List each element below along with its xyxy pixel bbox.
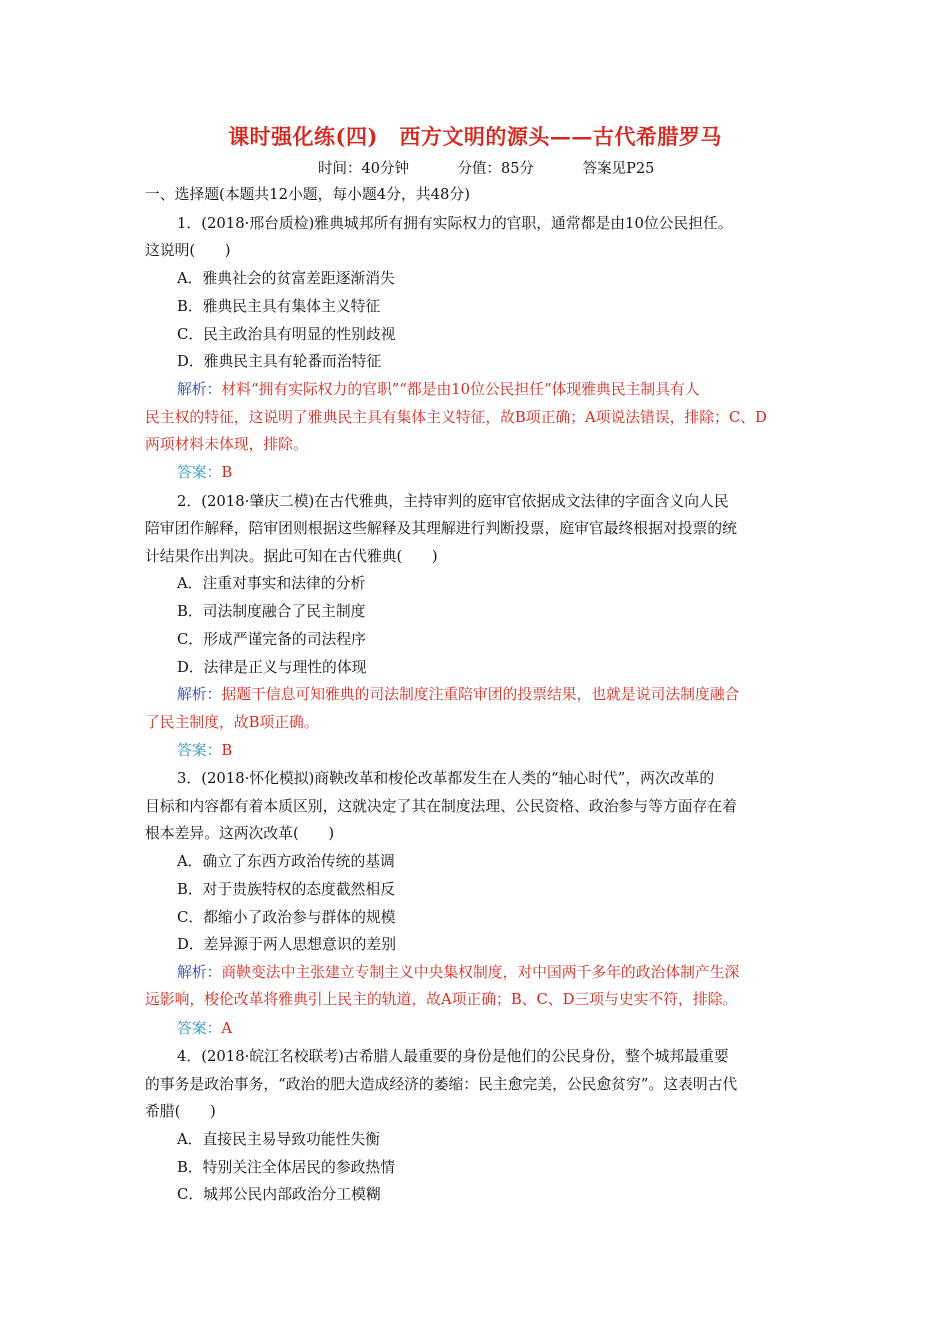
question-stem: 目标和内容都有着本质区别，这就决定了其在制度法理、公民资格、政治参与等方面存在着 xyxy=(145,798,737,815)
answer-line: 答案：B xyxy=(177,742,233,759)
option: B．司法制度融合了民主制度 xyxy=(177,603,366,620)
question-stem: 根本差异。这两次改革( ) xyxy=(145,825,335,842)
answer-label: 答案： xyxy=(177,464,222,481)
page-title: 课时强化练(四) 西方文明的源头——古代希腊罗马 xyxy=(228,124,722,149)
analysis-text: 解析：据题干信息可知雅典的司法制度注重陪审团的投票结果，也就是说司法制度融合 xyxy=(177,686,740,703)
section-heading: 一、选择题(本题共12小题，每小题4分，共48分) xyxy=(145,186,470,203)
answer-line: 答案：B xyxy=(177,464,233,481)
question-stem: 4．(2018·皖江名校联考)古希腊人最重要的身份是他们的公民身份，整个城邦最重要 xyxy=(177,1048,729,1065)
question-stem: 计结果作出判决。据此可知在古代雅典( ) xyxy=(145,548,438,565)
analysis-text: 两项材料未体现，排除。 xyxy=(145,436,308,453)
option: D．雅典民主具有轮番而治特征 xyxy=(177,353,382,370)
option: A．雅典社会的贫富差距逐渐消失 xyxy=(177,270,395,287)
question-stem: 希腊( ) xyxy=(145,1103,216,1120)
question-stem: 1．(2018·邢台质检)雅典城邦所有拥有实际权力的官职，通常都是由10位公民担任。 xyxy=(177,215,733,232)
answer-label: 答案： xyxy=(177,1020,222,1037)
time-info: 时间：40分钟 xyxy=(318,161,409,177)
analysis-text: 民主权的特征，这说明了雅典民主具有集体主义特征，故B项正确；A项说法错误，排除；C、D xyxy=(145,409,767,426)
exam-meta xyxy=(318,157,654,178)
question-stem: 3．(2018·怀化模拟)商鞅改革和梭伦改革都发生在人类的“轴心时代”，两次改革的 xyxy=(177,770,715,787)
option: A．确立了东西方政治传统的基调 xyxy=(177,853,395,870)
option: A．直接民主易导致功能性失衡 xyxy=(177,1131,381,1148)
question-stem: 的事务是政治事务，“政治的肥大造成经济的萎缩：民主愈完美，公民愈贫穷”。这表明古代 xyxy=(145,1076,738,1093)
analysis-text: 远影响，梭伦改革将雅典引上民主的轨道，故A项正确；B、C、D三项与史实不符，排除。 xyxy=(145,991,738,1008)
option: C．城邦公民内部政治分工模糊 xyxy=(177,1186,381,1203)
option: D．法律是正义与理性的体现 xyxy=(177,659,367,676)
analysis-text: 解析：材料“拥有实际权力的官职”“都是由10位公民担任”体现雅典民主制具有人 xyxy=(177,381,700,398)
answer-line: 答案：A xyxy=(177,1020,233,1037)
option: C．都缩小了政治参与群体的规模 xyxy=(177,909,396,926)
score-info: 分值：85分 xyxy=(457,161,535,177)
question-stem: 2．(2018·肇庆二模)在古代雅典，主持审判的庭审官依据成文法律的字面含义向人民 xyxy=(177,493,729,510)
option: B．特别关注全体居民的参政热情 xyxy=(177,1159,396,1176)
analysis-label: 解析： xyxy=(177,381,222,398)
analysis-text: 了民主制度，故B项正确。 xyxy=(145,714,319,731)
option: B．雅典民主具有集体主义特征 xyxy=(177,298,381,315)
question-stem: 陪审团作解释，陪审团则根据这些解释及其理解进行判断投票，庭审官最终根据对投票的统 xyxy=(145,520,737,537)
analysis-text: 解析：商鞅变法中主张建立专制主义中央集权制度，对中国两千多年的政治体制产生深 xyxy=(177,964,740,981)
answer-label: 答案： xyxy=(177,742,222,759)
option: C．形成严谨完备的司法程序 xyxy=(177,631,366,648)
option: D．差异源于两人思想意识的差别 xyxy=(177,936,397,953)
option: C．民主政治具有明显的性别歧视 xyxy=(177,326,396,343)
option: A．注重对事实和法律的分析 xyxy=(177,575,366,592)
analysis-label: 解析： xyxy=(177,686,222,703)
analysis-label: 解析： xyxy=(177,964,222,981)
option: B．对于贵族特权的态度截然相反 xyxy=(177,881,396,898)
question-stem: 这说明( ) xyxy=(145,242,231,259)
answer-ref: 答案见P25 xyxy=(582,161,655,177)
